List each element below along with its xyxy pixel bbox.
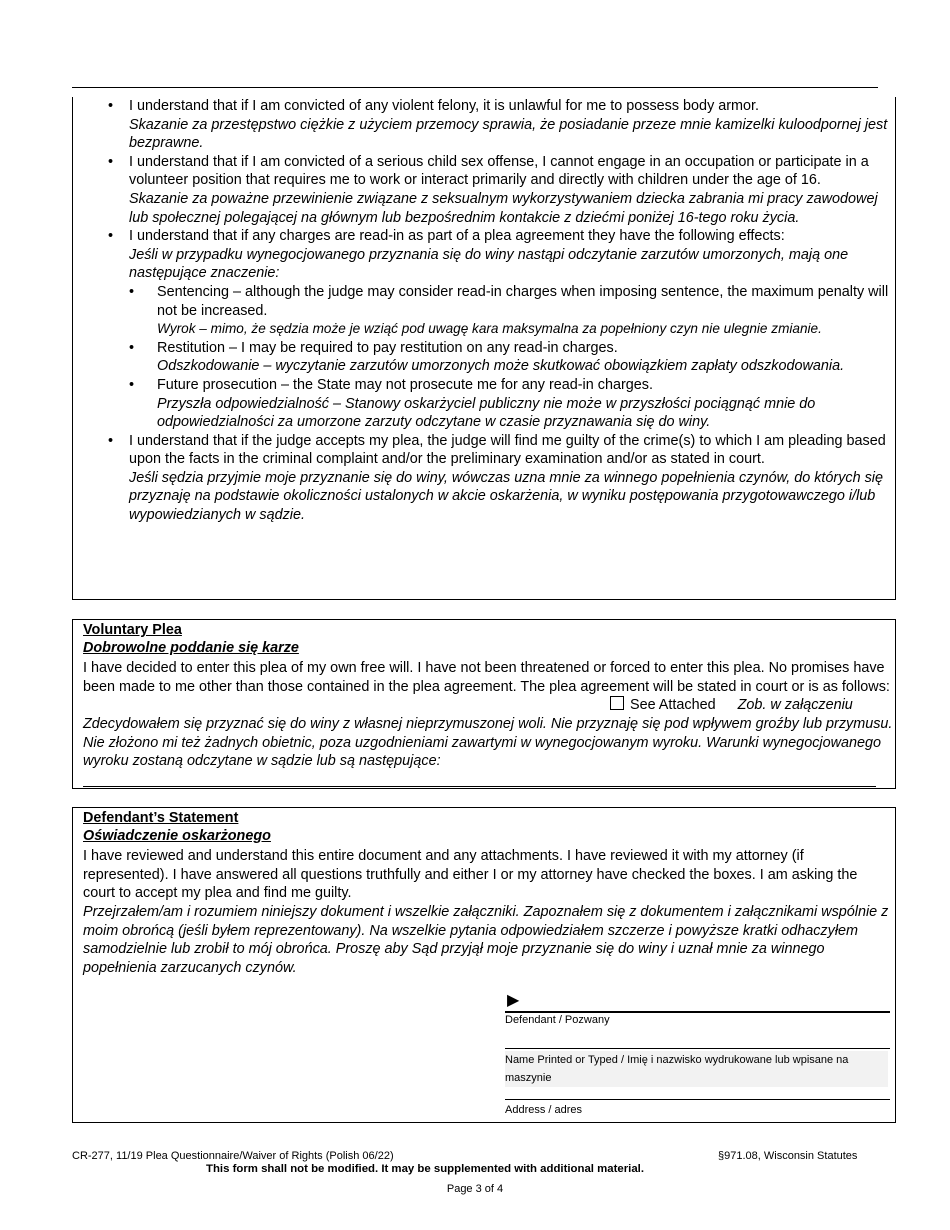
- top-rule: [72, 87, 878, 88]
- section-title: Defendant’s Statement: [83, 810, 239, 826]
- guilty-pl: Jeśli sędzia przyjmie moje przyznanie się do winy, wówczas uzna mnie za winnego popełnienia czynów, do których się przyznaję na podstawie okoliczności ustalonych w akcie oskarżenia, w wyniku postępowania przygotowawczego i/lub wypowiedzianych w sądzie.: [129, 469, 884, 524]
- section-title: Voluntary Plea: [83, 622, 182, 638]
- consequences-list: [73, 97, 895, 525]
- child-offense-pl: Skazanie za poważne przewinienie związane z seksualnym wykorzystywaniem dziecka zabrania mi pracy zawodowej lub społecznej polegającej na głównym lub bezpośrednim kontakcie z dziećmi poniżej 16-tego roku życia.: [129, 190, 878, 226]
- section-subtitle: Dobrowolne poddanie się karze: [83, 640, 299, 656]
- read-in-en: • I understand that if any charges are read-in as part of a plea agreement they have the following effects:: [129, 228, 785, 245]
- address-line[interactable]: [505, 1099, 890, 1100]
- see-attached-option[interactable]: [610, 696, 853, 713]
- sub-list-item: [73, 376, 895, 432]
- sub-list-item: [73, 339, 895, 376]
- sentencing-en: • Sentencing – although the judge may consider read-in charges when imposing sentence, the maximum penalty will not be increased.: [157, 283, 889, 319]
- list-item: [73, 432, 895, 525]
- name-printed-label: Name Printed or Typed / Imię i nazwisko wydrukowane lub wpisane na maszynie: [505, 1051, 888, 1087]
- sentencing-pl: Wyrok – mimo, że sędzia może je wziąć pod uwagę kara maksymalna za popełniony czyn nie ulegnie zmianie.: [157, 321, 822, 337]
- voluntary-plea-section: [72, 619, 896, 789]
- list-item: [73, 227, 895, 283]
- form-id: CR-277, 11/19 Plea Questionnaire/Waiver of Rights (Polish 06/22): [72, 1150, 394, 1162]
- plea-terms-line[interactable]: [83, 786, 876, 787]
- voluntary-text-en: [83, 659, 893, 696]
- guilty-en: • I understand that if the judge accepts my plea, the judge will find me guilty of the crime(s) to which I am pleading based upon the facts in the criminal complaint and/or the preliminary examination and/or as stated in court.: [129, 432, 886, 468]
- name-printed-line[interactable]: [505, 1048, 890, 1049]
- body-armor-en: • I understand that if I am convicted of any violent felony, it is unlawful for me to possess body armor.: [129, 98, 760, 114]
- statement-text-pl: Przejrzałem/am i rozumiem niniejszy dokument i wszelkie załączniki. Zapoznałem się z dokumentem i załącznikami wspólnie z moim obrońcą (jeśli byłem reprezentowany). Na wszelkie pytania odpowiedziałem szczerze i powyższe kratki odhaczyłem samodzielnie lub zrobił to mój obrońca. Proszę aby Sąd przyjął moje przyznanie się do winy i uznał mnie za winnego popełnienia zarzucanych czynów.: [83, 904, 889, 976]
- defendant-label: Defendant / Pozwany: [505, 1014, 610, 1026]
- future-prosecution-pl: Przyszła odpowiedzialność – Stanowy oskarżyciel publiczny nie może w przyszłości pociągnąć mnie do odpowiedzialności za umorzone zarzuty odczytane w czasie przyznawania się do winy.: [157, 395, 816, 431]
- body-armor-pl: Skazanie za przestępstwo ciężkie z użyciem przemocy sprawia, że posiadanie przeze mnie kamizelki kuloodpornej jest bezprawne.: [129, 116, 888, 152]
- page-number: Page 3 of 4: [446, 1183, 504, 1195]
- future-prosecution-en: • Future prosecution – the State may not prosecute me for any read-in charges.: [157, 376, 653, 393]
- voluntary-text: I have decided to enter this plea of my own free will. I have not been threatened or forced to enter this plea. No promises have been made to me other than those contained in the plea agreement. The plea agreement will be stated in court or is as follows:: [83, 660, 890, 695]
- defendant-statement-section: [72, 807, 896, 1123]
- voluntary-text-pl: Zdecydowałem się przyznać się do winy z własnej nieprzymuszonej woli. Nie przyznaję się pod wpływem groźby lub przymusu. Nie złożono mi też żadnych obietnic, poza uzgodnieniami zawartymi w wynegocjowanym wyroku. Warunki wynegocjowanego wyroku zostaną odczytane w sądzie lub są następujące:: [83, 716, 893, 770]
- statute: §971.08, Wisconsin Statutes: [718, 1150, 858, 1162]
- statement-text-en: I have reviewed and understand this entire document and any attachments. I have reviewed it with my attorney (if represented). I have answered all questions truthfully and either I or my attorney have checked the boxes. I am asking the court to accept my plea and find me guilty.: [83, 848, 858, 902]
- see-attached-label: See Attached: [630, 697, 716, 713]
- see-attached-checkbox[interactable]: [610, 696, 624, 710]
- see-attached-label-pl: Zob. w załączeniu: [737, 697, 853, 713]
- section-subtitle: Oświadczenie oskarżonego: [83, 828, 271, 844]
- restitution-pl: Odszkodowanie – wyczytanie zarzutów umorzonych może skutkować obowiązkiem zapłaty odszkodowania.: [157, 358, 845, 375]
- read-in-pl: Jeśli w przypadku wynegocjowanego przyznania się do winy nastąpi odczytanie zarzutów umorzonych, mają one następujące znaczenie:: [129, 246, 849, 282]
- modification-notice: This form shall not be modified. It may be supplemented with additional material.: [206, 1163, 644, 1175]
- list-item: [73, 97, 895, 153]
- child-offense-en: • I understand that if I am convicted of a serious child sex offense, I cannot engage in an occupation or participate in a volunteer position that requires me to work or interact primarily and directly with children under the age of 16.: [129, 153, 869, 189]
- address-label: Address / adres: [505, 1104, 583, 1116]
- sign-here-arrow-icon: ▶: [507, 992, 520, 1009]
- list-item: [73, 153, 895, 227]
- restitution-en: • Restitution – I may be required to pay restitution on any read-in charges.: [157, 339, 618, 356]
- sub-list-item: [73, 283, 895, 339]
- consequences-section: [72, 97, 896, 600]
